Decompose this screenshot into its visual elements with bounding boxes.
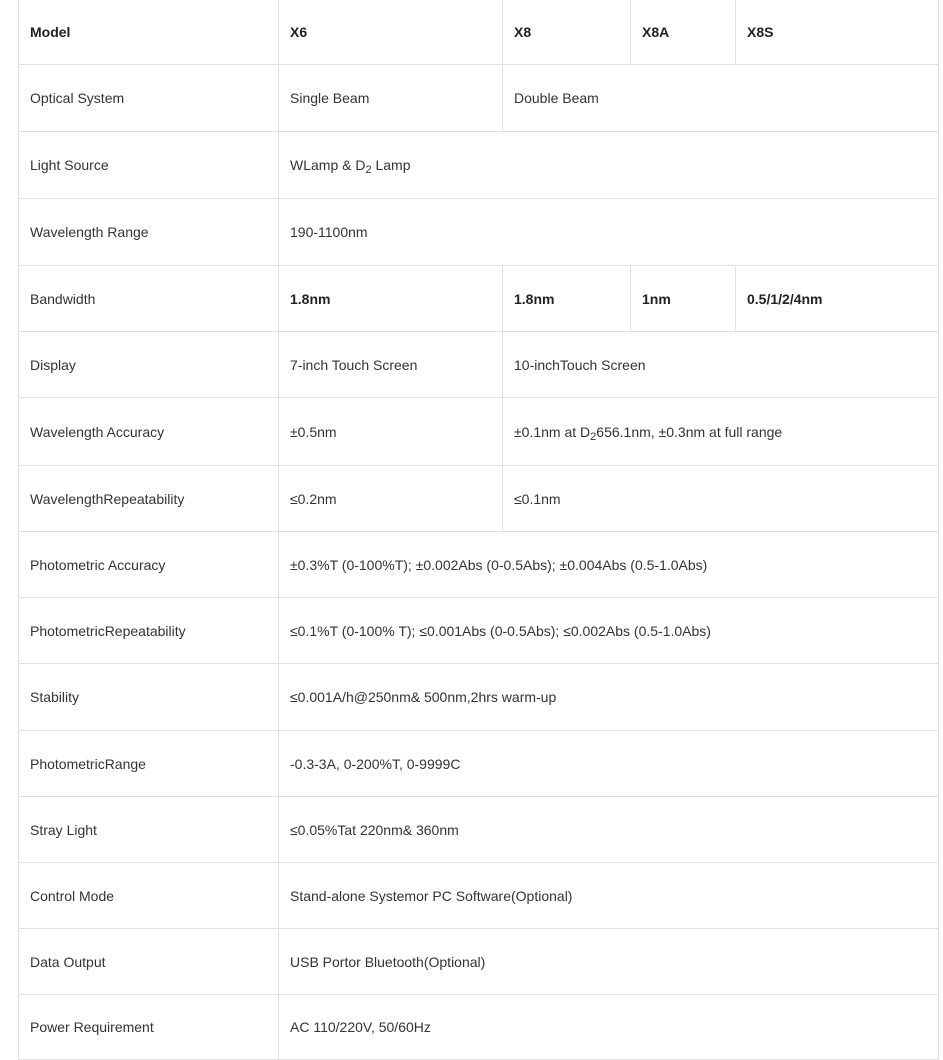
cell-all-models: AC 110/220V, 50/60Hz bbox=[279, 995, 939, 1060]
header-x8s: X8S bbox=[736, 0, 939, 65]
cell-all-models: -0.3-3A, 0-200%T, 0-9999C bbox=[279, 731, 939, 797]
cell-x8-series: 10-inchTouch Screen bbox=[503, 332, 939, 398]
cell-x8: 1.8nm bbox=[503, 266, 631, 332]
header-x8: X8 bbox=[503, 0, 631, 65]
header-x6: X6 bbox=[279, 0, 503, 65]
table-row-photometric-range bbox=[19, 731, 939, 797]
cell-x6: ±0.5nm bbox=[279, 398, 503, 466]
row-label: Bandwidth bbox=[19, 266, 279, 332]
cell-all-models: ≤0.1%T (0-100% T); ≤0.001Abs (0-0.5Abs); ≤0.002Abs (0.5-1.0Abs) bbox=[279, 598, 939, 664]
row-label: PhotometricRepeatability bbox=[19, 598, 279, 664]
row-label: Data Output bbox=[19, 929, 279, 995]
table-header-row bbox=[19, 0, 939, 65]
cell-all-models: ≤0.001A/h@250nm& 500nm,2hrs warm-up bbox=[279, 664, 939, 731]
cell-all-models bbox=[279, 132, 939, 199]
cell-all-models: ±0.3%T (0-100%T); ±0.002Abs (0-0.5Abs); ±0.004Abs (0.5-1.0Abs) bbox=[279, 532, 939, 598]
header-x8a: X8A bbox=[631, 0, 736, 65]
cell-all-models: Stand-alone Systemor PC Software(Optional) bbox=[279, 863, 939, 929]
row-label: Control Mode bbox=[19, 863, 279, 929]
row-label: Light Source bbox=[19, 132, 279, 199]
row-label: Display bbox=[19, 332, 279, 398]
row-label: Stability bbox=[19, 664, 279, 731]
table-row-data-output bbox=[19, 929, 939, 995]
cell-all-models: 190-1100nm bbox=[279, 199, 939, 266]
cell-x6: ≤0.2nm bbox=[279, 466, 503, 532]
light-source-prefix: WLamp & D bbox=[290, 157, 366, 173]
accuracy-suffix: 656.1nm, ±0.3nm at full range bbox=[596, 423, 783, 440]
cell-x8-series bbox=[503, 398, 939, 466]
cell-x8-series: Double Beam bbox=[503, 65, 939, 132]
cell-all-models: ≤0.05%Tat 220nm& 360nm bbox=[279, 797, 939, 863]
table-row-stray-light bbox=[19, 797, 939, 863]
row-label: Stray Light bbox=[19, 797, 279, 863]
cell-x8s: 0.5/1/2/4nm bbox=[736, 266, 939, 332]
row-label: Optical System bbox=[19, 65, 279, 132]
table-row-stability bbox=[19, 664, 939, 731]
row-label: Power Requirement bbox=[19, 995, 279, 1060]
table-row-control-mode bbox=[19, 863, 939, 929]
cell-x6: Single Beam bbox=[279, 65, 503, 132]
light-source-subscript: 2 bbox=[365, 164, 372, 176]
row-label: Wavelength Range bbox=[19, 199, 279, 266]
cell-x6: 1.8nm bbox=[279, 266, 503, 332]
header-model-label: Model bbox=[19, 0, 279, 65]
table-row-optical-system bbox=[19, 65, 939, 132]
table-row-wavelength-repeatability bbox=[19, 466, 939, 532]
accuracy-subscript: 2 bbox=[590, 430, 597, 443]
cell-x8-series: ≤0.1nm bbox=[503, 466, 939, 532]
row-label: WavelengthRepeatability bbox=[19, 466, 279, 532]
table-row-light-source bbox=[19, 132, 939, 199]
cell-all-models: USB Portor Bluetooth(Optional) bbox=[279, 929, 939, 995]
table-row-bandwidth bbox=[19, 266, 939, 332]
cell-x8a: 1nm bbox=[631, 266, 736, 332]
cell-x6: 7-inch Touch Screen bbox=[279, 332, 503, 398]
table-row-wavelength-range bbox=[19, 199, 939, 266]
table-row-power-requirement bbox=[19, 995, 939, 1060]
table-row-photometric-accuracy bbox=[19, 532, 939, 598]
table-row-display bbox=[19, 332, 939, 398]
spec-table bbox=[18, 0, 939, 1060]
table-row-wavelength-accuracy bbox=[19, 398, 939, 466]
row-label: PhotometricRange bbox=[19, 731, 279, 797]
row-label: Photometric Accuracy bbox=[19, 532, 279, 598]
accuracy-prefix: ±0.1nm at D bbox=[514, 423, 591, 440]
light-source-suffix: Lamp bbox=[371, 157, 411, 173]
table-row-photometric-repeatability bbox=[19, 598, 939, 664]
row-label: Wavelength Accuracy bbox=[19, 398, 279, 466]
